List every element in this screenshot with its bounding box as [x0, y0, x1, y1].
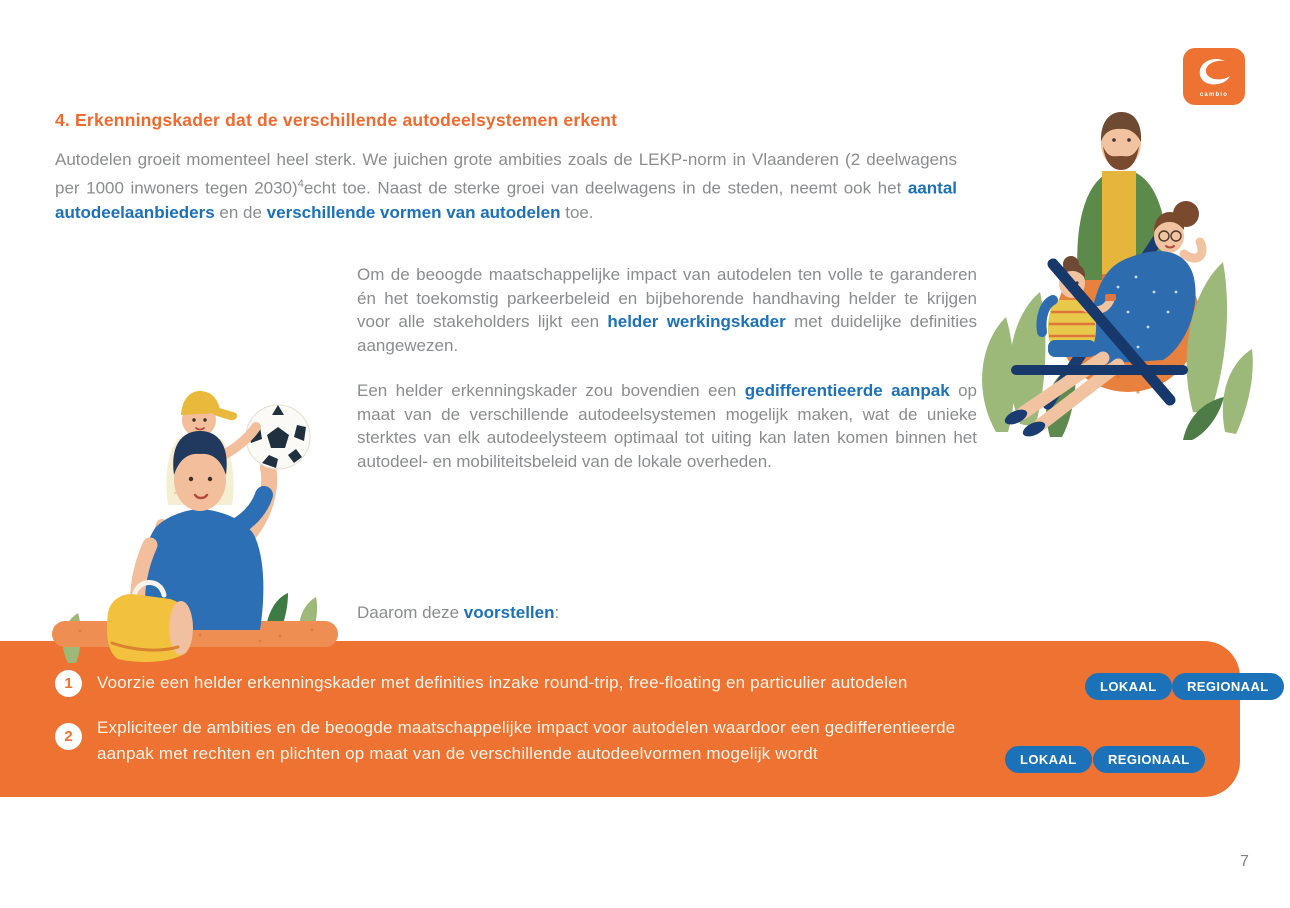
paragraph-text: met duidelijke definities aangewezen.: [357, 312, 977, 355]
scope-badge-regionaal: REGIONAAL: [1172, 673, 1284, 700]
proposal-item-2: [55, 715, 1009, 767]
family-deckchair-illustration: [978, 102, 1290, 442]
paragraph-text: op maat van de verschillende autodeelsystemen mogelijk maken, wat de unieke sterktes van elk autodeelysteem optimaal tot uiting kan laten komen binnen het autodeel- en mobiliteitsbeleid van de lokale overheden.: [357, 381, 977, 471]
scope-badge-regionaal: REGIONAAL: [1093, 746, 1205, 773]
paragraph-text: :: [554, 603, 560, 622]
paragraph-text: Een helder erkenningskader zou bovendien een: [357, 381, 745, 400]
father-child-soccerball-illustration: [50, 375, 350, 670]
soccer-ball: [246, 405, 310, 469]
intro-paragraph: [55, 148, 957, 225]
emphasis-voorstellen: voorstellen: [463, 603, 555, 622]
proposal-item-1: [55, 669, 907, 697]
cambio-swoosh-icon: [1194, 55, 1234, 91]
proposal-number-badge: 2: [55, 723, 82, 750]
emphasis-gedifferentieerde-aanpak: gedifferentieerde aanpak: [744, 381, 950, 400]
emphasis-aantal-autodeelaanbieders: aantal autodeelaanbieders: [55, 178, 957, 222]
cambio-logo: [1183, 48, 1245, 105]
proposal-text: Voorzie een helder erkenningskader met definities inzake round-trip, free-floating en particulier autodelen: [97, 673, 908, 692]
intro-text: toe.: [560, 202, 594, 222]
logo-wordmark: cambio: [1199, 92, 1229, 98]
emphasis-vormen-van-autodelen: verschillende vormen van autodelen: [266, 202, 561, 222]
scope-badge-lokaal: LOKAAL: [1085, 673, 1172, 700]
body-paragraph-1: [357, 263, 977, 357]
proposal-number-badge: 1: [55, 670, 82, 697]
paragraph-text: Om de beoogde maatschappelijke impact van autodelen ten volle te garanderen én het toekomstig parkeerbeleid en bijbehorende handhaving helder te krijgen voor alle stakeholders lijkt een: [357, 265, 977, 331]
emphasis-helder-werkingskader: helder werkingskader: [607, 312, 786, 331]
paragraph-text: Daarom deze: [357, 603, 464, 622]
intro-text: echt toe. Naast de sterke groei van deelwagens in de steden, neemt ook het: [303, 178, 908, 198]
proposal-text: Expliciteer de ambities en de beoogde maatschappelijke impact voor autodelen waardoor een gedifferentieerde aanpak met rechten en plichten op maat van de verschillende autodeelvormen mogelijk wordt: [97, 718, 956, 763]
page-title: 4. Erkenningskader dat de verschillende autodeelsystemen erkent: [55, 110, 618, 130]
intro-text: Autodelen groeit momenteel heel sterk. We juichen grote ambities zoals de LEKP-norm in Vlaanderen (2 deelwagens per 1000 inwoners tegen 2030): [55, 150, 957, 198]
scope-badge-lokaal: LOKAAL: [1005, 746, 1092, 773]
page-number: 7: [1240, 853, 1249, 870]
intro-text: en de: [214, 202, 267, 222]
body-paragraph-2: [357, 379, 977, 473]
footnote-marker: 4: [297, 178, 304, 190]
proposals-lead-line: [357, 601, 977, 625]
